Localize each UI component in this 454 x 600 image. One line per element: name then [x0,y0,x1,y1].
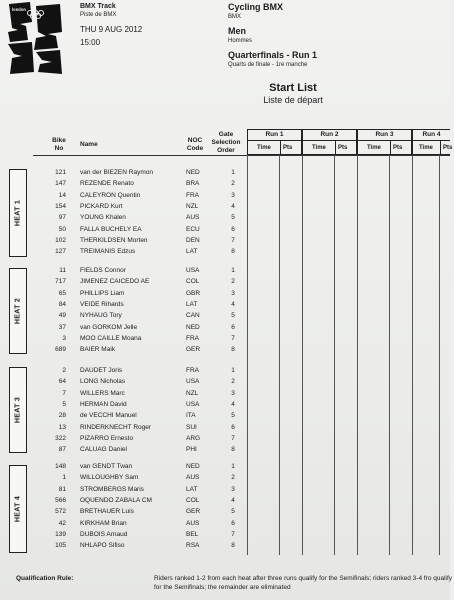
gate-order: 8 [231,542,235,550]
bike-number: 50 [58,225,66,233]
table-row [0,530,450,539]
bike-number: 121 [55,169,66,176]
bike-number: 105 [55,542,66,550]
gate-order: 3 [231,289,235,297]
gate-order: 4 [231,400,235,408]
header-event-block [228,2,317,69]
venue: BMX Track [80,3,116,10]
noc-code: LAT [186,300,198,308]
gate-order-header: Gate Selection Order [211,131,241,154]
rider-name: CALEYRON Quentin [80,191,141,199]
heat-2-label: HEAT 2 [9,268,27,354]
gate-order: 8 [231,346,235,354]
noc-code: USA [186,378,200,386]
event-date: THU 9 AUG 2012 [80,25,143,34]
noc-code: NZL [186,389,199,397]
rider-name: LONG Nicholas [80,378,126,386]
noc-code: PHI [186,446,197,454]
gender: Men [228,26,246,36]
rider-name: HERMAN David [80,400,127,408]
noc-code: USA [186,267,200,274]
table-row [0,541,450,550]
gate-order: 2 [231,180,235,188]
gate-order: 6 [231,519,235,527]
bike-number: 87 [58,446,66,454]
rider-name: CALUAG Daniel [80,446,127,454]
gate-order: 7 [231,334,235,342]
rider-name: OQUENDO ZABALA CM [80,496,152,504]
noc-code: NED [186,323,200,331]
table-row [0,434,450,443]
bike-number: 127 [55,248,66,256]
table-row [0,473,450,482]
rider-name: FALLA BUCHELY EA [80,225,142,233]
rider-name: DUBOIS Arnaud [80,530,128,538]
table-row [0,247,450,256]
table-row [0,377,450,386]
gate-order: 6 [231,323,235,331]
noc-code: ITA [186,412,196,420]
table-row [0,277,450,286]
table-row [0,179,450,188]
rider-name: TREIMANIS Edzus [80,248,136,256]
gate-order: 8 [231,248,235,256]
table-row [0,519,450,528]
rider-name: YOUNG Khalen [80,214,126,222]
bike-number: 65 [58,289,66,297]
gate-order: 8 [231,446,235,454]
title-main: Start List [269,82,317,94]
noc-header: NOC Code [186,137,204,152]
rider-name: PICKARD Kurt [80,202,123,210]
rider-name: FIELDS Connor [80,267,126,274]
gate-order: 7 [231,434,235,442]
noc-code: CAN [186,312,200,320]
rider-name: VEIDE Rihards [80,300,124,308]
rider-name: BAIER Maik [80,346,116,354]
gate-order: 3 [231,191,235,199]
phase: Quarterfinals - Run 1 [228,50,318,60]
bike-number: 2 [62,367,66,374]
rider-name: DAUDET Joris [80,367,123,374]
gate-order: 5 [231,312,235,320]
title-fr: Liste de départ [263,95,323,105]
bike-number: 11 [59,267,66,274]
rider-name: WILLOUGHBY Sam [80,474,139,482]
noc-code: AUS [186,214,200,222]
header-rule [33,155,450,156]
rider-name: van der BIEZEN Raymon [80,169,153,176]
rider-name: WILLERS Marc [80,389,125,397]
bike-number: 1 [62,474,66,482]
rider-name: JIMENEZ CAICEDO AE [80,278,150,286]
gate-order: 5 [231,508,235,516]
noc-code: COL [186,278,200,286]
heat-1-label: HEAT 1 [9,169,27,257]
noc-code: LAT [186,485,198,493]
bike-number: 3 [62,334,66,342]
bike-number: 154 [55,202,66,210]
gate-order: 6 [231,225,235,233]
noc-code: NZL [186,202,199,210]
noc-code: NED [186,169,200,176]
table-row [0,168,450,177]
table-row [0,462,450,471]
table-row [0,289,450,298]
table-row [0,311,450,320]
gender-fr: Hommes [228,38,253,44]
gate-order: 2 [231,278,235,286]
noc-code: GER [186,346,201,354]
table-row [0,366,450,375]
bike-number: 64 [58,378,66,386]
rider-name: BRETHAUER Luis [80,508,134,516]
bike-number: 7 [62,389,66,397]
gate-order: 2 [231,378,235,386]
noc-code: RSA [186,542,200,550]
noc-code: USA [186,400,200,408]
event-time: 15:00 [80,38,101,47]
london-2012-logo-icon [6,2,64,76]
table-row [0,389,450,398]
rider-name: NYHAUG Tory [80,312,122,320]
noc-code: LAT [186,248,198,256]
bike-number: 572 [55,508,66,516]
rider-name: NHLAPO Sifiso [80,542,125,550]
bike-number: 84 [58,300,66,308]
noc-code: DEN [186,236,200,244]
gate-order: 2 [231,474,235,482]
table-row [0,236,450,245]
qualification-text: Riders ranked 1-2 from each heat after three runs qualify for the Semifinals; riders ranked 3-4 fro qualify for the Semifinals; the remainder are eliminated [154,575,453,591]
bike-number: 28 [58,412,66,420]
table-row [0,191,450,200]
table-row [0,213,450,222]
gate-order: 6 [231,423,235,431]
logo-word: london [12,7,26,12]
sport: Cycling BMX [228,2,284,12]
table-row [0,485,450,494]
noc-code: BRA [186,180,200,188]
run-3-header: Run 3 Time Pts [357,129,412,155]
bike-number: 689 [55,346,66,354]
rider-name: van GENDT Twan [80,463,133,470]
noc-code: ARG [186,434,201,442]
bike-number: 139 [55,530,66,538]
qualification-label: Qualification Rule: [16,575,74,582]
name-header: Name [80,141,98,148]
table-row [0,266,450,275]
bike-number: 97 [58,214,66,222]
noc-code: BEL [186,530,199,538]
phase-fr: Quarts de finale - 1re manche [228,62,308,68]
header-venue-block [80,2,142,47]
gate-order: 1 [231,267,235,274]
gate-order: 1 [231,463,235,470]
noc-code: GER [186,508,201,516]
gate-order: 5 [231,214,235,222]
rider-name: RINDERKNECHT Roger [80,423,152,431]
noc-code: COL [186,496,200,504]
bike-number: 37 [58,323,66,331]
noc-code: ECU [186,225,200,233]
rider-name: THERKILDSEN Morten [80,236,148,244]
run-4-header: Run 4 Time Pts [412,129,450,155]
rider-name: REZENDE Renato [80,180,134,188]
noc-code: GBR [186,289,201,297]
table-row [0,225,450,234]
noc-code: FRA [186,191,199,199]
rider-name: de VECCHI Manuel [80,412,137,420]
gate-order: 5 [231,412,235,420]
table-row [0,496,450,505]
table-row [0,323,450,332]
rider-name: KIRKHAM Brian [80,519,127,527]
table-row [0,411,450,420]
gate-order: 7 [231,530,235,538]
table-row [0,334,450,343]
noc-code: NED [186,463,200,470]
rider-name: PHILLIPS Liam [80,289,125,297]
bike-number: 5 [62,400,66,408]
gate-order: 3 [231,389,235,397]
sport-fr: BMX [228,14,242,20]
noc-code: FRA [186,367,199,374]
noc-code: FRA [186,334,199,342]
gate-order: 1 [231,367,235,374]
page-title [238,82,348,106]
table-row [0,300,450,309]
gate-order: 4 [231,300,235,308]
rider-name: van GORKOM Jelle [80,323,138,331]
bike-number: 49 [58,312,66,320]
gate-order: 4 [231,202,235,210]
heat-4-label: HEAT 4 [9,465,27,553]
rider-name: STROMBERGS Maris [80,485,144,493]
bike-number: 42 [58,519,66,527]
table-row [0,507,450,516]
bike-number: 14 [58,191,66,199]
gate-order: 4 [231,496,235,504]
bike-number: 566 [55,496,66,504]
gate-order: 7 [231,236,235,244]
run-2-header: Run 2 Time Pts [302,129,357,155]
table-row [0,423,450,432]
gate-order: 1 [231,169,235,176]
run-1-header: Run 1 Time Pts [247,129,302,155]
noc-code: AUS [186,519,200,527]
table-row [0,345,450,354]
rider-name: MOO CAILLE Moana [80,334,142,342]
heat-3-label: HEAT 3 [9,367,27,453]
bike-number: 717 [55,278,66,286]
venue-fr: Piste de BMX [80,12,117,18]
table-row [0,400,450,409]
bike-number: 147 [55,180,66,188]
bike-number: 148 [55,463,66,470]
rider-name: PIZARRO Ernesto [80,434,134,442]
bike-number: 13 [58,423,66,431]
gate-order: 3 [231,485,235,493]
bike-no-header: Bike No [52,137,66,152]
table-row [0,445,450,454]
noc-code: AUS [186,474,200,482]
table-row [0,202,450,211]
noc-code: SUI [186,423,197,431]
bike-number: 81 [58,485,66,493]
bike-number: 322 [55,434,66,442]
bike-number: 102 [55,236,66,244]
